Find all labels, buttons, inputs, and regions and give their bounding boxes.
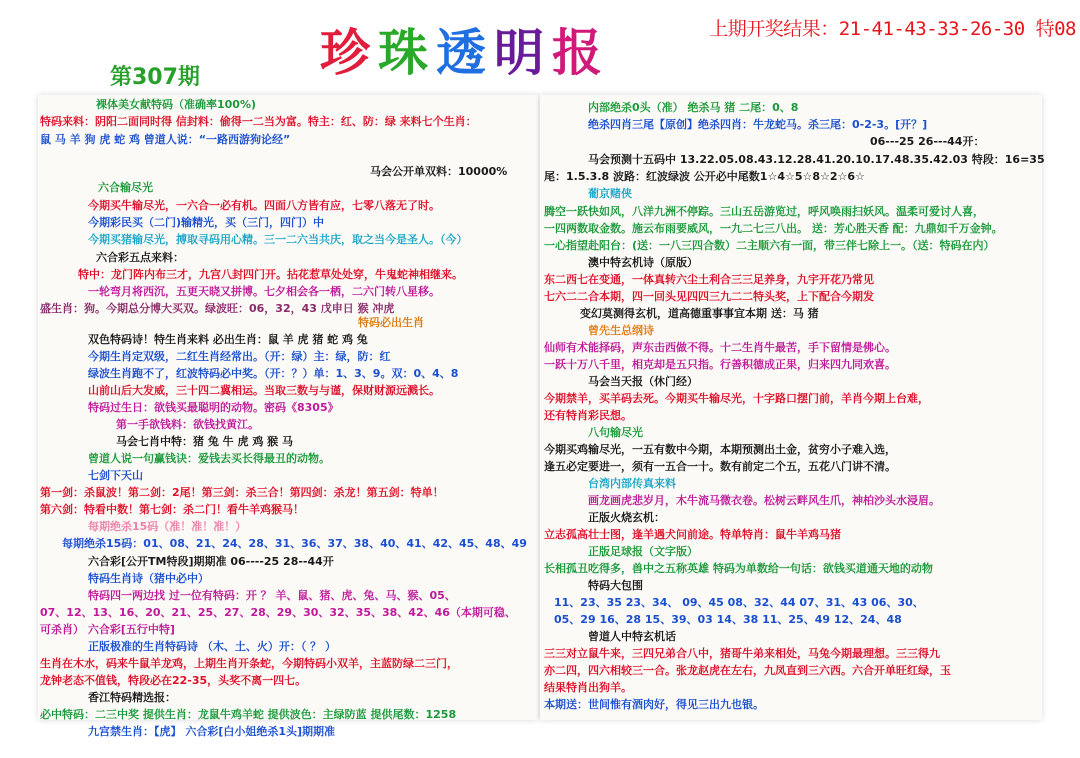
text-line: 六合输尽光 [98, 181, 153, 194]
text-line: 本期送：世间惟有酒肉好，得见三出九也银。 [544, 698, 764, 711]
text-line: 正版极准的生肖特码诗 （木、土、火）开：（ ？ ） [88, 640, 336, 653]
text-line: 第一剑：杀鼠波！第二剑：2尾！第三剑：杀三合！第四剑：杀龙！第五剑：特单！ [40, 486, 444, 499]
text-line: 一轮弯月将西沉，五更天晓又拼博。七夕相会各一栖，二六门转八星移。 [88, 285, 440, 298]
text-line: 立志孤高壮士图，逢羊遇犬问前途。特单特肖：鼠牛羊鸡马猪 [544, 528, 841, 541]
text-line: 今期买鸡输尽光，一五有数中今期，本期预测出土金，贫穷小子难入选， [544, 443, 896, 456]
text-line: 马会预测十五码中 13.22.05.08.43.12.28.41.20.10.17.48.35.42.03 特段：16=35 [588, 153, 1045, 166]
text-line: 今期买牛输尽光，一六合一必有机。四面八方皆有应，七零八落无了时。 [88, 199, 440, 212]
text-line: 绿波生肖跑不了，红波特码必中奖。（开：？）单：1、3、9。双：0、4、8 [88, 367, 459, 380]
text-line: 特码四一两边找 过一位有特码：开 ？ 羊、鼠、猪、虎、兔、马、猴、05、 [88, 589, 456, 602]
text-line: 特中：龙门阵内布三才，九宫八封四门开。拈花惹草处处穿，牛鬼蛇神相继来。 [78, 268, 463, 281]
text-line: 长相孤丑吃得多，兽中之五称英雄 特码为单数给一句话：欲钱买道通天地的动物 [544, 562, 933, 575]
text-line: 马会七肖中特：猪 兔 牛 虎 鸡 猴 马 [116, 435, 293, 448]
text-line: 每期绝杀15码：01、08、21、24、28、31、36、37、38、40、41、42、45、48、49 [62, 537, 527, 550]
text-line: 一心指望赴阳台：(送：一八三四合数）二主顺六有一面，带三伴七除上一。（送：特码在内） [544, 239, 995, 252]
title-char: 报 [552, 23, 602, 82]
text-line: 今期生肖定双级，二红生肖经常出。（开：绿）主：绿，防：红 [88, 350, 391, 363]
text-line: 必中特码：二三中奖 提供生肖：龙鼠牛鸡羊蛇 提供波色：主绿防蓝 提供尾数：1258 [40, 708, 457, 721]
text-line: 11、23、35 23、34、 09、45 08、32、44 07、31、43 06、30、 [554, 596, 924, 609]
text-line: 东二西七在变通，一体真转六尘土利合三三足养身，九宇开花乃常见 [544, 273, 874, 286]
text-line: 鼠 马 羊 狗 虎 蛇 鸡 曾道人说：“一路西游狗论经” [40, 133, 291, 146]
text-line: 每期绝杀15码（准！准！准！） [88, 520, 247, 533]
text-line: 台湾内部传真来料 [588, 477, 676, 490]
text-line: 山前山后大发威，三十四二冀相运。当取三数与与谨，保财财源远溅长。 [88, 384, 440, 397]
text-line: 变幻莫测得玄机，道高德重事事宜本期 送：马 猪 [580, 307, 819, 320]
text-line: 仙师有术能择码，声东击西做不得。十二生肖牛最苦，手下留情是佛心。 [544, 341, 896, 354]
text-line: 双色特码诗！特生肖来料 必出生肖：鼠 羊 虎 猪 蛇 鸡 兔 [88, 333, 368, 346]
title-char: 珠 [378, 23, 428, 82]
text-line: 特码必出生肖 [358, 316, 424, 329]
text-line: 可杀肖） 六合彩[五行中特] [40, 623, 175, 636]
text-line: 结果特肖出狗羊。 [544, 681, 632, 694]
text-line: 05、29 16、28 15、39、03 14、38 11、25、49 12、24、48 [554, 613, 902, 626]
text-line: 腾空一跃快如风，八洋九洲不停踪。三山五岳游览过，呼风唤雨扫妖风。温柔可爱讨人喜， [544, 205, 984, 218]
title-char: 透 [436, 23, 486, 82]
text-line: 一四两数取金数。施云布雨要威风，一九二七三八出。 送：芳心胜天香 配：九鼎如千万金钟。 [544, 222, 1003, 235]
text-line: 一跃十万八千里，相克却是五只指。行善积德成正果，归来四九同欢喜。 [544, 358, 896, 371]
page-title [320, 23, 602, 82]
text-line: 06---25 26---44开： [870, 135, 985, 148]
text-line: 正版足球报（文字版） [588, 545, 698, 558]
text-line: 第一手欲钱料：欲钱找黄江。 [116, 418, 259, 431]
text-line: 香江特码精选报： [88, 691, 176, 704]
text-line: 今期禁羊，买羊码去死。今期买牛输尽光，十字路口摆门前，羊肖今期上台难， [544, 392, 929, 405]
text-line: 八句输尽光 [588, 426, 643, 439]
title-char: 明 [494, 23, 544, 82]
text-line: 葡京赌侠 [588, 187, 632, 200]
text-line: 第六剑：特看中数！第七剑：杀二门！看牛羊鸡猴马！ [40, 503, 304, 516]
text-line: 特码大包围 [588, 579, 643, 592]
header-banner [0, 0, 1080, 95]
text-line: 特码生肖诗（猪中必中） [88, 572, 209, 585]
text-line: 07、12、13、16、20、21、25、27、28、29、30、32、35、38、42、46（本期可稳、 [40, 606, 516, 619]
text-line: 盛生肖：狗。今期总分博大买双。绿波旺：06，32，43 戊申日 猴 冲虎 [40, 302, 395, 315]
text-line: 逢五必定要进一，须有一五合一十。数有前定二个五，五花八门讲不清。 [544, 460, 896, 473]
text-line: 马会公开单双料：10000% [370, 165, 508, 178]
issue-number: 第307期 [110, 65, 200, 90]
title-char: 珍 [320, 23, 370, 82]
text-line: 特码来料：阴阳二面同时得 信封料：偷得一二当为富。特主：红、防：绿 来料七个生肖： [40, 115, 477, 128]
latest-result: 上期开奖结果：21-41-43-33-26-30 特08 [709, 18, 1076, 40]
text-line: 六合彩[公开TM特段]期期准 06----25 28--44开 [88, 555, 334, 568]
text-line: 九宫禁生肖：【虎】 六合彩[白小姐绝杀1头]期期准 [88, 725, 336, 738]
text-line: 正版火烧玄机： [588, 511, 665, 524]
text-line: 亦二四，四六相较三一合。张龙赵虎在左右，九凤直到三六西。六合开单旺红绿，玉 [544, 664, 951, 677]
text-line: 曾先生总纲诗 [588, 324, 654, 337]
text-line: 澳中特玄机诗（原版） [588, 256, 698, 269]
text-line: 内部绝杀0头（准） 绝杀马 猪 二尾：0、8 [588, 101, 799, 114]
text-line: 曾道人中特玄机话 [588, 630, 676, 643]
text-line: 绝杀四肖三尾【原创】绝杀四肖：牛龙蛇马。杀三尾：0-2-3。[开？] [588, 118, 928, 131]
text-line: 生肖在木水，码来牛鼠羊龙鸡，上期生肖开条蛇，今期特码小双羊，主蓝防绿二三门， [40, 657, 458, 670]
text-line: 马会当天报（休门经） [588, 375, 698, 388]
text-line: 特码过生日：欲钱买最聪明的动物。密码《8305》 [88, 401, 339, 414]
right-column [540, 95, 1045, 720]
text-line: 三三对立鼠牛来，三四兄弟合八中，猪哥牛弟来相处，马兔今期最理想。三三得九 [544, 647, 940, 660]
text-line: 龙钟老态不值钱，特段必在22-35，头奖不离一四七。 [40, 674, 307, 687]
text-line: 尾：1.5.3.8 波路：红波绿波 公开必中尾数1☆4☆5☆8☆2☆6☆ [544, 170, 865, 183]
text-line: 还有特肖彩民想。 [544, 409, 632, 422]
left-column [38, 95, 538, 738]
text-line: 六合彩五点来料： [96, 251, 184, 264]
text-line: 曾道人说一句赢钱诀：爱钱去买长得最丑的动物。 [88, 452, 330, 465]
text-line: 今期买猪输尽光，搏取寻码用心精。三一二六当共庆，取之当今是圣人。（今） [88, 233, 468, 246]
text-line: 今期彩民买（二门)输精光，买（三门，四门）中 [88, 216, 325, 229]
text-line: 裸体美女献特码（准确率100%) [96, 98, 257, 111]
text-line: 七剑下天山 [88, 469, 143, 482]
text-line: 画龙画虎悲岁月，木牛流马微衣卷。松树云畔风生爪，神柏沙头水浸眉。 [588, 494, 940, 507]
text-line: 七六二二合本期，四一回头见四四三九二二特头奖，上下配合今期发 [544, 290, 874, 303]
